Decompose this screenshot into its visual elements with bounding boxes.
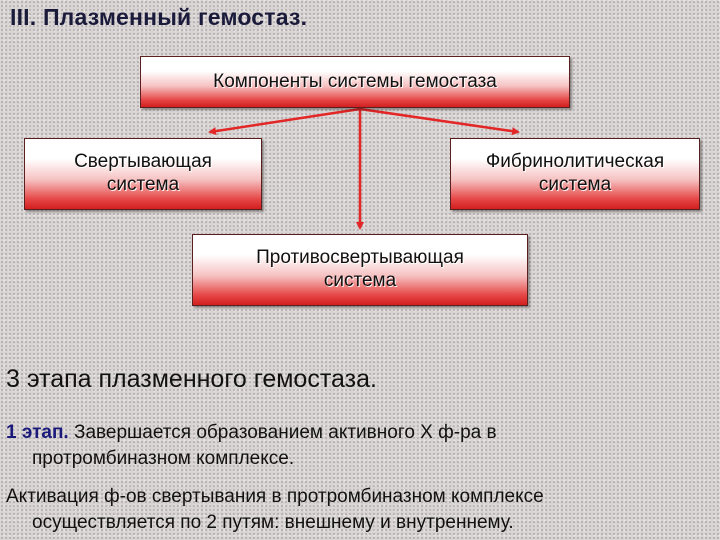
coagulation-system-box	[24, 138, 262, 210]
anticoagulation-system-box	[192, 234, 528, 306]
activation-text-continuation: осуществляется по 2 путям: внешнему и внутреннему.	[32, 511, 514, 533]
connector-to-coagulation	[210, 109, 360, 132]
anticoagulation-system-label: Противосвертывающая система	[256, 247, 464, 291]
fibrinolytic-system-box	[450, 138, 700, 210]
hemostasis-components-box	[140, 56, 570, 108]
stage-1-label: 1 этап.	[6, 422, 69, 443]
stages-heading: 3 этапа плазменного гемостаза.	[6, 365, 377, 393]
stage-1-text-continuation: протромбиназном комплексе.	[32, 447, 295, 469]
page-title: III. Плазменный гемостаз.	[10, 4, 308, 30]
activation-text: Активация ф-ов свертывания в протромбиназном комплексе	[6, 486, 544, 507]
stage-1-paragraph	[6, 420, 706, 471]
coagulation-system-label: Свертывающая система	[74, 151, 212, 195]
fibrinolytic-system-label: Фибринолитическая система	[485, 151, 665, 195]
hemostasis-components-label: Компоненты системы гемостаза	[213, 70, 497, 92]
activation-paragraph	[6, 484, 706, 535]
connector-to-fibrinolytic	[360, 109, 518, 132]
stage-1-text: Завершается образованием активного Х ф-ра в	[68, 422, 497, 443]
